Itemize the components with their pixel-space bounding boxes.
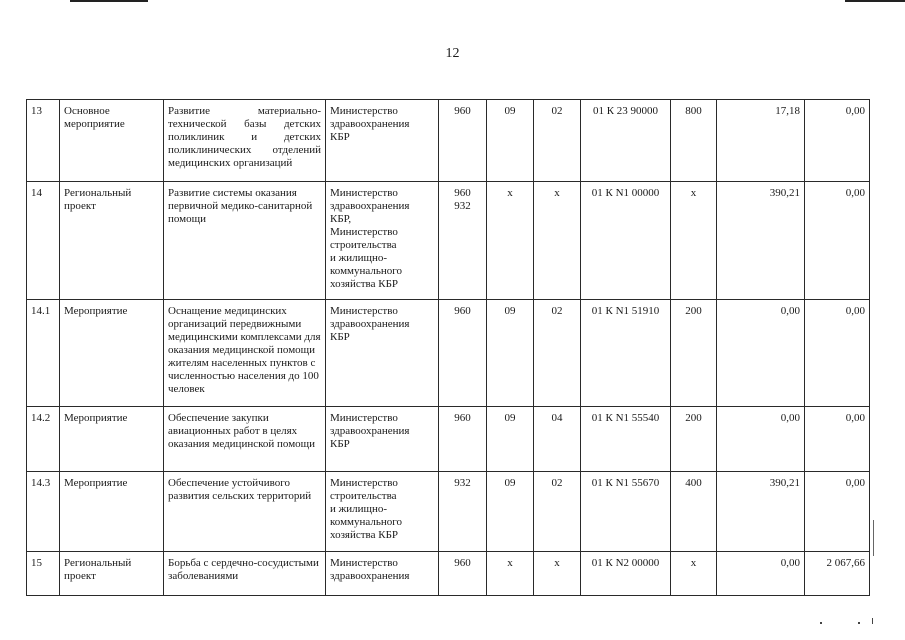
row-vr: 200 <box>671 407 717 472</box>
row-executor: Министерство здравоохранения КБР, Министерство строительства и жилищно- коммунального хозяйства КБР <box>326 182 439 300</box>
row-grbs: 960 <box>439 100 487 182</box>
row-number: 14 <box>27 182 60 300</box>
row-rz: х <box>487 182 534 300</box>
row-pr: х <box>534 552 581 596</box>
row-number: 13 <box>27 100 60 182</box>
row-amount-1: 0,00 <box>717 552 805 596</box>
row-number: 14.3 <box>27 472 60 552</box>
row-number: 15 <box>27 552 60 596</box>
scan-mark-top-left <box>70 0 148 2</box>
row-name: Развитие материально-технической базы детских поликлиник и детских поликлинических отделений медицинских организаций <box>164 100 326 182</box>
row-pr: 02 <box>534 300 581 407</box>
row-amount-1: 390,21 <box>717 472 805 552</box>
row-name: Развитие системы оказания первичной медико-санитарной помощи <box>164 182 326 300</box>
table-row <box>27 300 870 407</box>
row-grbs: 960 <box>439 407 487 472</box>
row-target: 01 К N1 00000 <box>581 182 671 300</box>
table-row <box>27 552 870 596</box>
row-pr: 02 <box>534 472 581 552</box>
row-executor: Министерство здравоохранения <box>326 552 439 596</box>
row-grbs: 960 932 <box>439 182 487 300</box>
row-amount-2: 0,00 <box>805 182 870 300</box>
table-row <box>27 407 870 472</box>
row-amount-1: 0,00 <box>717 407 805 472</box>
row-executor: Министерство здравоохранения КБР <box>326 300 439 407</box>
row-grbs: 960 <box>439 552 487 596</box>
scan-dots <box>820 622 880 628</box>
row-pr: 02 <box>534 100 581 182</box>
page-number: 12 <box>445 46 460 61</box>
row-amount-2: 0,00 <box>805 100 870 182</box>
row-type: Региональный проект <box>60 182 164 300</box>
row-rz: 09 <box>487 407 534 472</box>
scan-mark-right <box>873 520 874 556</box>
row-amount-1: 390,21 <box>717 182 805 300</box>
row-amount-2: 2 067,66 <box>805 552 870 596</box>
row-executor: Министерство строительства и жилищно- коммунального хозяйства КБР <box>326 472 439 552</box>
row-rz: 09 <box>487 472 534 552</box>
row-type: Мероприятие <box>60 472 164 552</box>
row-executor: Министерство здравоохранения КБР <box>326 407 439 472</box>
row-target: 01 К N1 55670 <box>581 472 671 552</box>
row-type: Региональный проект <box>60 552 164 596</box>
row-vr: 200 <box>671 300 717 407</box>
row-pr: 04 <box>534 407 581 472</box>
row-grbs: 960 <box>439 300 487 407</box>
row-target: 01 К N1 51910 <box>581 300 671 407</box>
row-type: Мероприятие <box>60 407 164 472</box>
row-number: 14.1 <box>27 300 60 407</box>
row-vr: х <box>671 552 717 596</box>
row-grbs: 932 <box>439 472 487 552</box>
row-amount-2: 0,00 <box>805 407 870 472</box>
table-row <box>27 100 870 182</box>
row-type: Основное мероприятие <box>60 100 164 182</box>
row-pr: х <box>534 182 581 300</box>
row-type: Мероприятие <box>60 300 164 407</box>
row-target: 01 К N2 00000 <box>581 552 671 596</box>
row-vr: 400 <box>671 472 717 552</box>
row-name: Обеспечение устойчивого развития сельских территорий <box>164 472 326 552</box>
row-rz: 09 <box>487 100 534 182</box>
budget-table <box>26 99 870 596</box>
row-name: Борьба с сердечно-сосудистыми заболеваниями <box>164 552 326 596</box>
row-amount-2: 0,00 <box>805 472 870 552</box>
row-amount-1: 0,00 <box>717 300 805 407</box>
row-target: 01 К N1 55540 <box>581 407 671 472</box>
table-row <box>27 472 870 552</box>
row-amount-1: 17,18 <box>717 100 805 182</box>
row-name: Обеспечение закупки авиационных работ в целях оказания медицинской помощи <box>164 407 326 472</box>
row-rz: х <box>487 552 534 596</box>
row-name: Оснащение медицинских организаций передвижными медицинскими комплексами для оказания медицинской помощи жителям населенных пунктов с численностью населения до 100 человек <box>164 300 326 407</box>
row-executor: Министерство здравоохранения КБР <box>326 100 439 182</box>
row-number: 14.2 <box>27 407 60 472</box>
row-amount-2: 0,00 <box>805 300 870 407</box>
row-vr: х <box>671 182 717 300</box>
row-rz: 09 <box>487 300 534 407</box>
row-target: 01 К 23 90000 <box>581 100 671 182</box>
table-row <box>27 182 870 300</box>
row-vr: 800 <box>671 100 717 182</box>
scan-mark-top-right <box>845 0 905 2</box>
